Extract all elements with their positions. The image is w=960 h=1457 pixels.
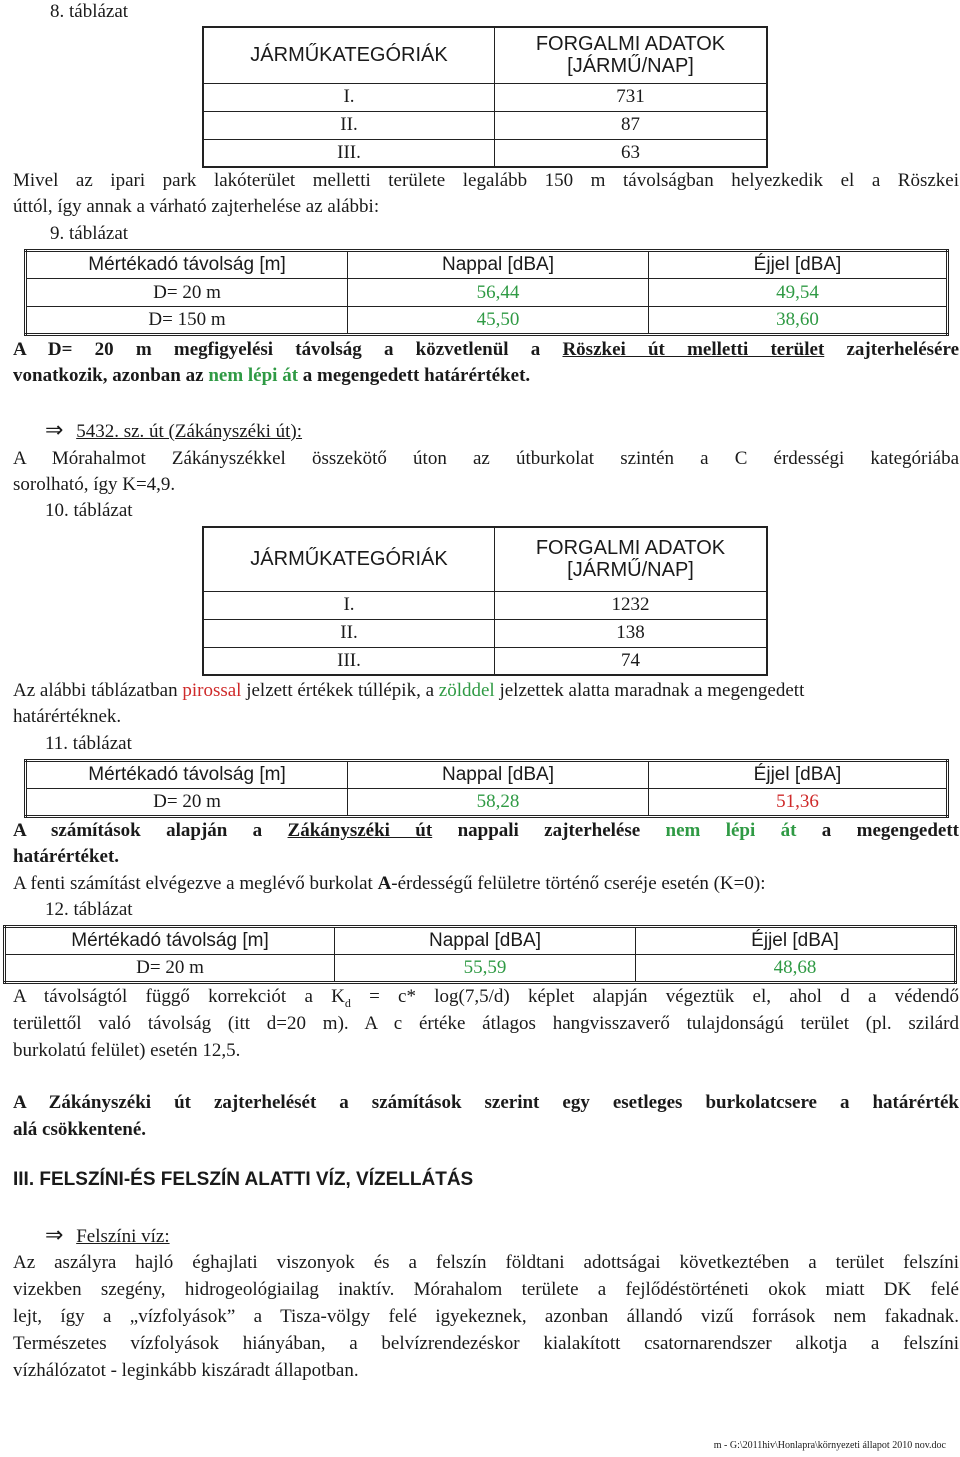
paragraph-line: határértéknek.: [13, 706, 122, 727]
table-10-caption: 10. táblázat: [45, 500, 133, 521]
table-12-header: Mértékadó távolság [m]: [5, 927, 335, 955]
table-8-cell: I.: [203, 83, 495, 111]
table-10-cell: 138: [495, 619, 768, 647]
double-arrow-icon: ⇒: [45, 1223, 64, 1248]
table-12-header: Éjjel [dBA]: [636, 927, 956, 955]
paragraph-line: burkolatú felület) esetén 12,5.: [13, 1040, 241, 1061]
table-12-caption: 12. táblázat: [45, 899, 133, 920]
table-9-cell: 49,54: [649, 279, 948, 307]
paragraph-line: Az aszályra hajló éghajlati viszonyok és a felszín földtani adottságai következtében a terület felszíni: [13, 1252, 959, 1273]
table-8-cell: 87: [495, 111, 768, 139]
conclusion-paragraph: A Zákányszéki út zajterhelését a számítások szerint egy esetleges burkolatcsere a határérték: [13, 1092, 959, 1113]
table-11-cell: 51,36: [649, 789, 948, 817]
paragraph-line: A Mórahalmot Zákányszékkel összekötő úton az útburkolat szintén a C érdességi kategóriába: [13, 448, 959, 469]
table-8-cell: II.: [203, 111, 495, 139]
table-8-header-traffic: FORGALMI ADATOK [JÁRMŰ/NAP]: [495, 27, 768, 83]
table-9-cell: D= 150 m: [26, 307, 348, 335]
table-8: [202, 26, 768, 168]
table-10-cell: 1232: [495, 591, 768, 619]
table-12-cell: 55,59: [335, 955, 636, 983]
section-heading-felszini: ⇒ Felszíni víz:: [45, 1223, 170, 1248]
table-9-cell: D= 20 m: [26, 279, 348, 307]
double-arrow-icon: ⇒: [45, 418, 64, 443]
table-9-header: Mértékadó távolság [m]: [26, 251, 348, 279]
paragraph-line: lejt, így a „vízfolyások” a Tisza-völgy felé igyekeznek, azonban állandó vizű források nem fakadnak.: [13, 1306, 959, 1327]
paragraph-line: vizekben szegény, hidrogeológiailag inaktív. Mórahalom területe a fejlődéstörténeti okok miatt DK felé: [13, 1279, 959, 1300]
table-8-caption: 8. táblázat: [50, 1, 129, 22]
table-9-caption: 9. táblázat: [50, 223, 129, 244]
paragraph-line: területtől való távolság (itt d=20 m). A c értéke átlagos hangvisszaverő tulajdonságú terület (pl. szilárd: [13, 1013, 959, 1034]
table-8-cell: 63: [495, 139, 768, 167]
conclusion-paragraph: határértéket.: [13, 846, 120, 867]
paragraph-line: vízhálózatot - leginkább kiszáradt állapotban.: [13, 1360, 359, 1381]
table-8-cell: III.: [203, 139, 495, 167]
table-9-cell: 45,50: [348, 307, 649, 335]
table-10-cell: I.: [203, 591, 495, 619]
table-10-cell: III.: [203, 647, 495, 675]
table-11-header: Mértékadó távolság [m]: [26, 761, 348, 789]
table-12-header: Nappal [dBA]: [335, 927, 636, 955]
table-11-cell: 58,28: [348, 789, 649, 817]
table-10: [202, 526, 768, 676]
paragraph-line: A fenti számítást elvégezve a meglévő burkolat A-érdességű felületre történő cseréje esetén (K=0):: [13, 873, 766, 894]
table-9-cell: 56,44: [348, 279, 649, 307]
page-footer: m - G:\2011hiv\Honlapra\környezeti állapot 2010 nov.doc: [713, 1440, 946, 1451]
conclusion-paragraph: A D= 20 m megfigyelési távolság a közvetlenül a Röszkei út melletti terület zajterhelésére: [13, 339, 959, 360]
table-9-header: Nappal [dBA]: [348, 251, 649, 279]
table-11: [24, 759, 949, 818]
table-10-cell: II.: [203, 619, 495, 647]
table-9: [24, 249, 949, 336]
paragraph-line: Az alábbi táblázatban pirossal jelzett értékek túllépik, a zölddel jelzettek alatta maradnak a megengedett: [13, 680, 805, 701]
section-heading-5432: ⇒ 5432. sz. út (Zákányszéki út):: [45, 418, 303, 443]
conclusion-paragraph: A számítások alapján a Zákányszéki út nappali zajterhelése nem lépi át a megengedett: [13, 820, 960, 841]
table-10-header-category: JÁRMŰKATEGÓRIÁK: [203, 527, 495, 591]
section-title: III. FELSZÍNI-ÉS FELSZÍN ALATTI VÍZ, VÍZELLÁTÁS: [13, 1169, 474, 1190]
paragraph-line: Természetes vízfolyások hiányában, a belvízrendezéskor kialakított csatornarendszer alkotja a felszíni: [13, 1333, 959, 1354]
table-9-header: Éjjel [dBA]: [649, 251, 948, 279]
table-12: [3, 925, 957, 984]
table-8-header-category: JÁRMŰKATEGÓRIÁK: [203, 27, 495, 83]
conclusion-paragraph: alá csökkentené.: [13, 1119, 146, 1140]
table-11-caption: 11. táblázat: [45, 733, 132, 754]
paragraph-line: úttól, így annak a várható zajterhelése az alábbi:: [13, 196, 380, 217]
paragraph-line: sorolható, így K=4,9.: [13, 474, 176, 495]
table-12-cell: D= 20 m: [5, 955, 335, 983]
table-11-header: Éjjel [dBA]: [649, 761, 948, 789]
table-9-cell: 38,60: [649, 307, 948, 335]
paragraph-line: Mivel az ipari park lakóterület melletti területe legalább 150 m távolságban helyezkedik el a Röszkei: [13, 170, 959, 191]
table-10-header-traffic: FORGALMI ADATOK [JÁRMŰ/NAP]: [495, 527, 768, 591]
table-10-cell: 74: [495, 647, 768, 675]
paragraph-line: A távolságtól függő korrekciót a $K_d = c*$ log(7,5/d) képlet alapján végeztük el, ahol d a védendő: [13, 986, 959, 1010]
table-11-header: Nappal [dBA]: [348, 761, 649, 789]
table-8-cell: 731: [495, 83, 768, 111]
table-11-cell: D= 20 m: [26, 789, 348, 817]
table-12-cell: 48,68: [636, 955, 956, 983]
conclusion-paragraph: vonatkozik, azonban az nem lépi át a megengedett határértéket.: [13, 365, 531, 386]
